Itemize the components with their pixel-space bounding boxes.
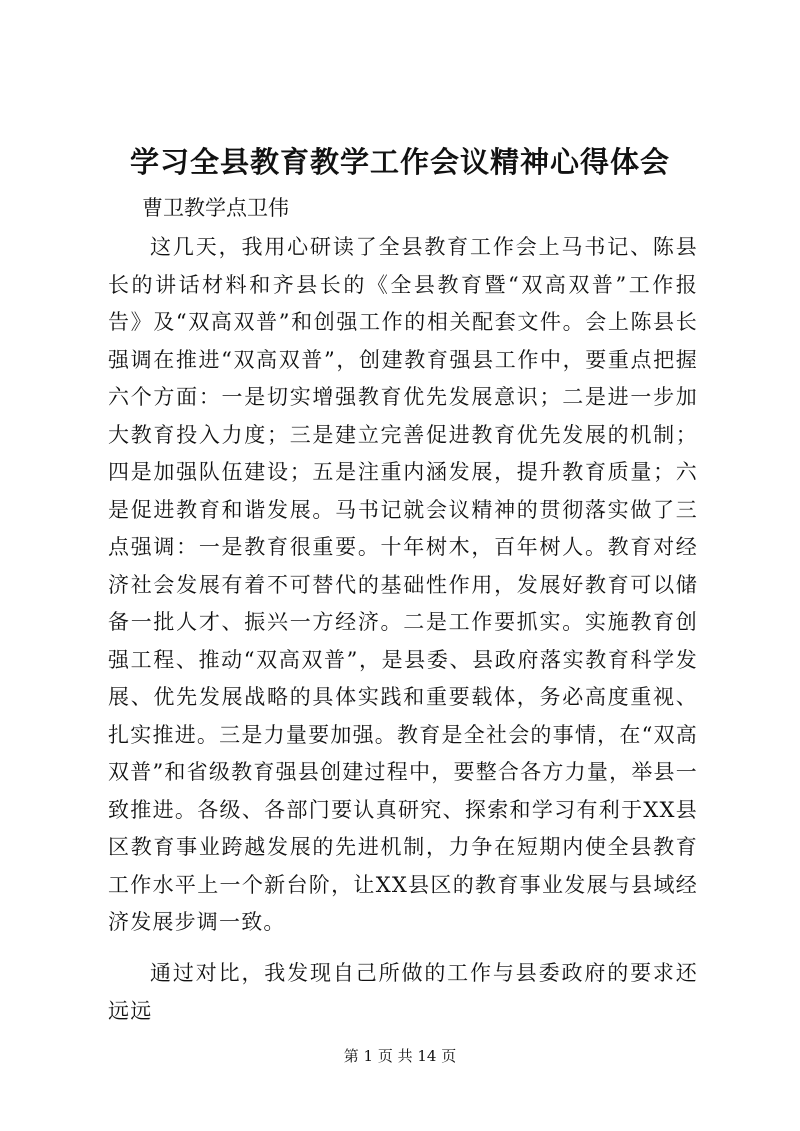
body-paragraph: 通过对比，我发现自己所做的工作与县委政府的要求还远远: [108, 961, 698, 1023]
document-author: 曹卫教学点卫伟: [142, 196, 289, 220]
page-number: 第 1 页 共 14 页: [343, 1047, 457, 1065]
document-title: 学习全县教育教学工作会议精神心得体会: [129, 145, 670, 179]
body-paragraph: 这几天，我用心研读了全县教育工作会上马书记、陈县长的讲话材料和齐县长的《全县教育暨“双高双普”工作报告》及“双高双普”和创强工作的相关配套文件。会上陈县长强调在推进“双高双普”，创建教育强县工作中，要重点把握六个方面：一是切实增强教育优先发展意识；二是进一步加大教育投入力度；三是建立完善促进教育优先发展的机制；四是加强队伍建设；五是注重内涵发展，提升教育质量；六是促进教育和谐发展。马书记就会议精神的贯彻落实做了三点强调：一是教育很重要。十年树木，百年树人。教育对经济社会发展有着不可替代的基础性作用，发展好教育可以储备一批人才、振兴一方经济。二是工作要抓实。实施教育创强工程、推动“双高双普”，是县委、县政府落实教育科学发展、优先发展战略的具体实践和重要载体，务必高度重视、扎实推进。三是力量要加强。教育是全社会的事情，在“双高双普”和省级教育强县创建过程中，要整合各方力量，举县一致推进。各级、各部门要认真研究、探索和学习有利于XX县区教育事业跨越发展的先进机制，力争在短期内使全县教育工作水平上一个新台阶，让XX县区的教育事业发展与县域经济发展步调一致。: [108, 235, 698, 934]
